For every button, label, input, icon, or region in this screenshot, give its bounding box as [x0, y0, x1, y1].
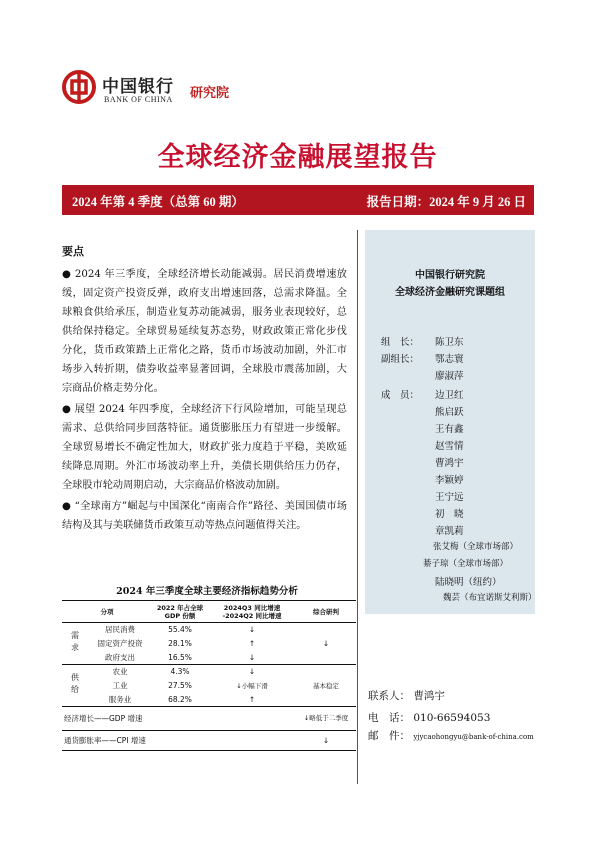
report-period: 2024 年第 4 季度（总第 60 期）	[72, 195, 244, 209]
row-item: 农业	[88, 665, 152, 679]
contact-person-label: 联系人：	[368, 690, 410, 702]
table-row	[62, 731, 356, 751]
role-leader: 组 长：	[381, 337, 420, 348]
col-header-judgement: 综合研判	[296, 601, 356, 623]
report-info-bar	[62, 185, 534, 215]
table-row	[62, 623, 356, 637]
member-name: 王宁远	[435, 492, 464, 503]
row-share: 28.1%	[168, 639, 192, 648]
group-label-supply: 供给	[62, 665, 88, 707]
row-share: 4.3%	[152, 665, 208, 679]
growth-label: 经济增长——GDP 增速	[62, 707, 296, 731]
contact-phone	[368, 710, 490, 725]
group-name: 全球经济金融研究课题组	[395, 287, 505, 298]
research-team-box	[365, 230, 535, 614]
member-name: 鄂志寰	[435, 354, 464, 365]
summary-section	[62, 243, 347, 537]
org-name: 中国银行研究院	[415, 270, 485, 281]
table-row	[62, 707, 356, 731]
member-name: 张艾梅（全球市场部）	[433, 542, 519, 552]
member-name: 李颖婷	[435, 475, 464, 486]
table-header-row	[62, 601, 356, 623]
member-name: 曹鸿宇	[435, 458, 464, 469]
contact-email-address[interactable]: yjycaohongyu@bank-of-china.com	[413, 733, 534, 741]
row-share: 68.2%	[168, 694, 192, 704]
member-name: 赵雪情	[435, 441, 464, 452]
logo-english-name: BANK OF CHINA	[104, 95, 173, 104]
row-item: 固定资产投资	[97, 639, 143, 648]
row-share: 16.5%	[168, 652, 192, 662]
table-row	[62, 665, 356, 679]
summary-bullet: ● 2024 年三季度，全球经济增长动能减弱。居民消费增速放缓，固定资产投资反弹，政府支出增速回落，总需求降温。全球粮食供给承压，制造业复苏动能减弱，服务业表现较好，总供给保持稳定。全球贸易延续复苏态势，财政政策正常化步伐分化，货币政策踏上正常化之路，货币市场波动加剧，外汇市场步入转折期，债券收益率显著回调，全球股市震荡加剧，大宗商品价格走势分化。	[62, 269, 347, 394]
team-org	[365, 267, 535, 301]
indicator-table	[62, 600, 356, 751]
table-title: 2024 年三季度全球主要经济指标趋势分析	[116, 586, 298, 597]
summary-bullet: ● “全球南方”崛起与中国深化“南南合作”路径、美国国债市场结构及其与美联储货币政策互动等热点问题值得关注。	[62, 501, 347, 531]
role-members: 成 员：	[381, 390, 420, 401]
report-date: 报告日期：2024 年 9 月 26 日	[366, 195, 526, 209]
row-item: 居民消费	[105, 625, 135, 635]
member-name: 章凯莉	[435, 526, 464, 537]
row-item: 工业	[112, 681, 128, 690]
row-trend: ↓	[248, 625, 256, 635]
row-judgement: ↓	[322, 639, 330, 648]
contact-person-name: 曹鸿宇	[413, 690, 445, 702]
bank-of-china-emblem-icon	[62, 70, 96, 104]
column-divider	[357, 230, 358, 784]
contact-email	[368, 728, 534, 743]
row-trend: ↑	[248, 694, 256, 704]
member-name: 初 晓	[435, 509, 464, 520]
group-label-demand: 需求	[70, 630, 80, 655]
row-share: 27.5%	[168, 681, 192, 690]
row-trend: ↑	[248, 639, 256, 648]
logo-chinese-name: 中国银行	[102, 77, 174, 97]
col-header-item: 分项	[62, 601, 152, 623]
member-name: 廖淑萍	[435, 371, 464, 382]
row-trend: ↓	[248, 652, 256, 662]
col-header-share: 2022 年占全球 GDP 份额	[152, 601, 208, 623]
contact-email-label: 邮 件：	[368, 730, 410, 742]
row-trend: ↓	[208, 665, 296, 679]
member-name: 边卫红	[435, 390, 464, 401]
member-name: 綦子琼（全球市场部）	[423, 559, 509, 569]
contact-person	[368, 688, 445, 703]
col-header-trend: 2024Q3 同比增速 -2024Q2 同比增速	[208, 601, 296, 623]
summary-heading: 要点	[62, 245, 84, 258]
inflation-judgement: ↓	[296, 731, 356, 751]
member-name: 陆晓明（纽约）	[435, 577, 502, 588]
contact-phone-label: 电 话：	[368, 712, 410, 724]
row-judgement: 基本稳定	[296, 665, 356, 707]
row-item: 政府支出	[105, 652, 135, 662]
row-item: 服务业	[108, 694, 132, 704]
member-name: 王有鑫	[435, 424, 464, 435]
contact-phone-number: 010-66594053	[413, 712, 491, 724]
bank-logo	[62, 70, 262, 110]
logo-department: 研究院	[190, 86, 230, 101]
growth-judgement: ↓略低于二季度	[296, 707, 356, 731]
inflation-label: 通货膨胀率——CPI 增速	[62, 731, 296, 751]
member-name: 陈卫东	[435, 337, 464, 348]
row-share: 55.4%	[168, 625, 192, 635]
row-trend: ↓小幅下滑	[236, 682, 268, 690]
summary-bullet: ● 展望 2024 年四季度，全球经济下行风险增加，可能呈现总需求、总供给同步回落特征。通货膨胀压力有望进一步缓解。全球贸易增长不确定性加大，财政扩张力度趋于平稳，美欧延续降息周期。外汇市场波动率上升，美债长期供给压力仍存，全球股市轮动周期启动，大宗商品价格波动加剧。	[62, 404, 347, 491]
member-name: 魏芸（布宜诺斯艾利斯）	[443, 593, 537, 603]
role-deputy: 副组长：	[381, 354, 420, 365]
member-name: 熊启跃	[435, 407, 464, 418]
report-title: 全球经济金融展望报告	[157, 142, 438, 173]
